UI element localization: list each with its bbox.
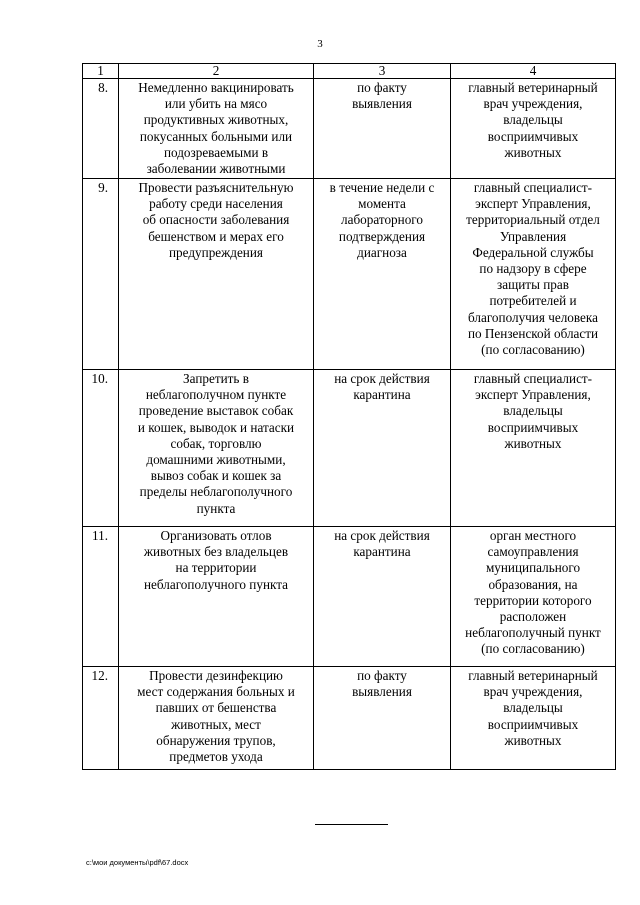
row-number: 11. — [83, 527, 119, 667]
table-row — [83, 179, 616, 370]
term-cell: по факту выявления — [314, 79, 451, 179]
responsible-cell: главный ветеринарный врач учреждения, владельцы восприимчивых животных — [451, 79, 616, 179]
table-row — [83, 527, 616, 667]
column-action-header: 2 — [119, 64, 314, 79]
term-cell: по факту выявления — [314, 667, 451, 770]
measures-table — [82, 63, 616, 770]
responsible-cell: орган местного самоуправления муниципального образования, на территории которого расположен неблагополучный пункт (по согласованию) — [451, 527, 616, 667]
table-header-row — [83, 64, 616, 79]
row-number: 12. — [83, 667, 119, 770]
action-cell: Организовать отлов животных без владельцев на территории неблагополучного пункта — [119, 527, 314, 667]
column-responsible-header: 4 — [451, 64, 616, 79]
action-cell: Запретить в неблагополучном пункте проведение выставок собак и кошек, выводок и натаски собак, торговлю домашними животными, вывоз собак и кошек за пределы неблагополучного пункта — [119, 370, 314, 527]
table-row — [83, 79, 616, 179]
term-cell: в течение недели с момента лабораторного подтверждения диагноза — [314, 179, 451, 370]
column-number-header: 1 — [83, 64, 119, 79]
column-term-header: 3 — [314, 64, 451, 79]
action-cell: Провести разъяснительную работу среди населения об опасности заболевания бешенством и мерах его предупреждения — [119, 179, 314, 370]
term-cell: на срок действия карантина — [314, 370, 451, 527]
table-row — [83, 667, 616, 770]
row-number: 9. — [83, 179, 119, 370]
responsible-cell: главный специалист- эксперт Управления, владельцы восприимчивых животных — [451, 370, 616, 527]
term-cell: на срок действия карантина — [314, 527, 451, 667]
responsible-cell: главный ветеринарный врач учреждения, владельцы восприимчивых животных — [451, 667, 616, 770]
action-cell: Провести дезинфекцию мест содержания больных и павших от бешенства животных, мест обнаружения трупов, предметов ухода — [119, 667, 314, 770]
action-cell: Немедленно вакцинировать или убить на мясо продуктивных животных, покусанных больными или подозреваемыми в заболевании животными — [119, 79, 314, 179]
table-row — [83, 370, 616, 527]
row-number: 8. — [83, 79, 119, 179]
responsible-cell: главный специалист- эксперт Управления, территориальный отдел Управления Федеральной службы по надзору в сфере защиты прав потребителей и благополучия человека по Пензенской области (по согласованию) — [451, 179, 616, 370]
page-number: 3 — [317, 38, 323, 50]
end-of-document-line — [315, 824, 388, 825]
file-path-footer: c:\мои документы\pdf\67.docx — [86, 858, 189, 867]
row-number: 10. — [83, 370, 119, 527]
